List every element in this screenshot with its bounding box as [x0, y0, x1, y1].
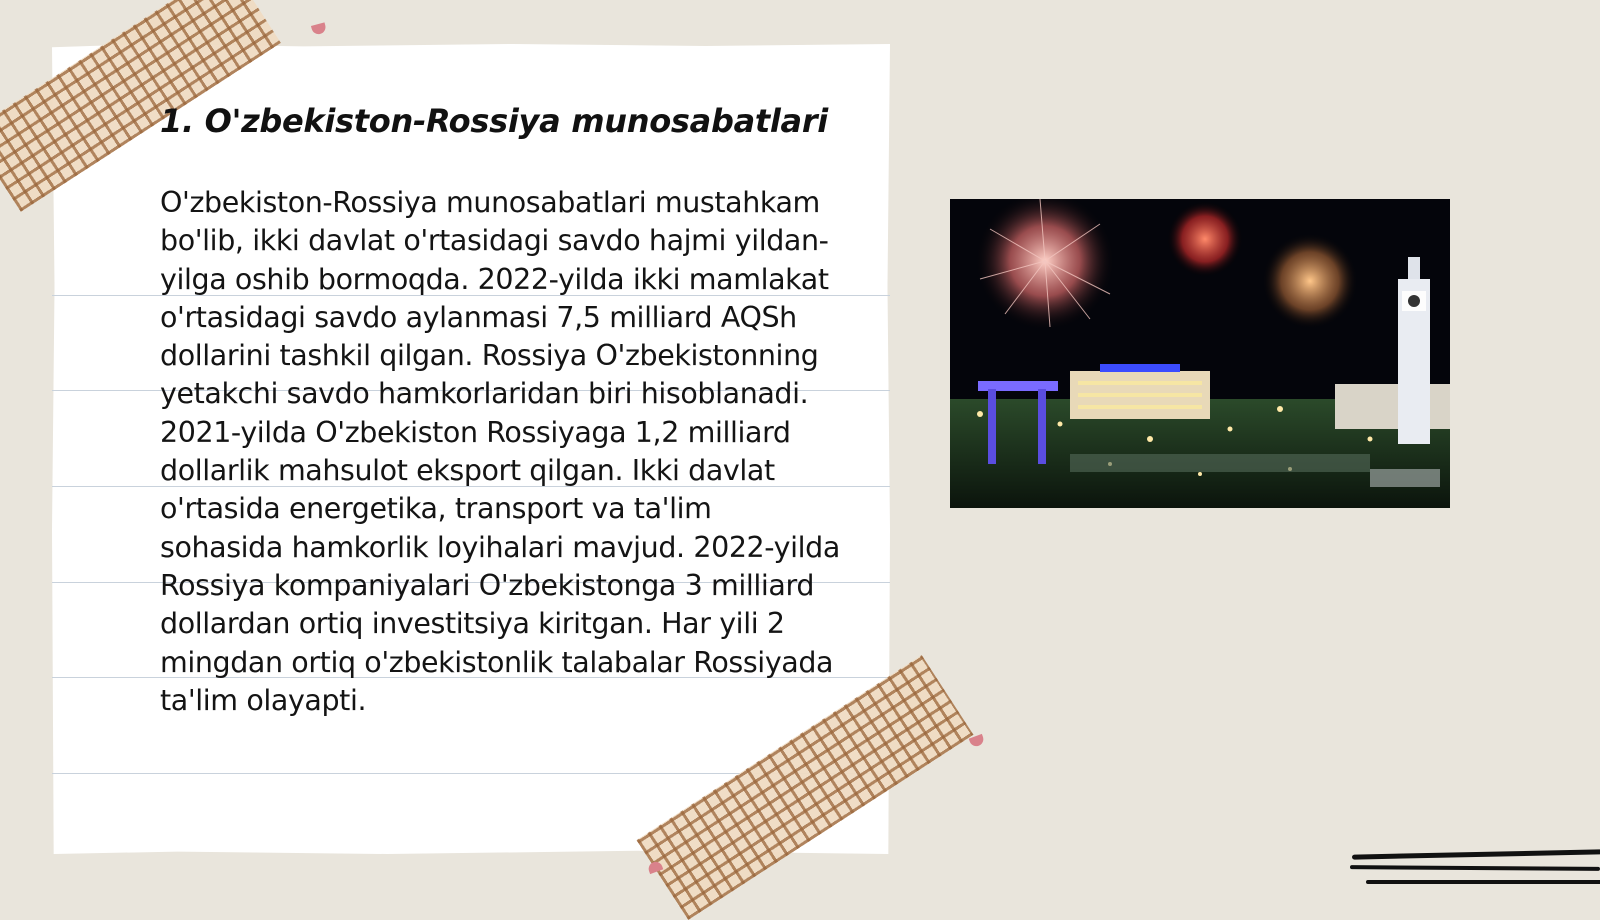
fireworks-city-photo — [950, 199, 1450, 508]
fireworks-city-image — [950, 199, 1450, 508]
brush-stroke-decoration — [1366, 880, 1600, 884]
brush-stroke-decoration — [1350, 865, 1600, 871]
tape-corner-mark — [311, 22, 327, 35]
slide-body-text: O'zbekiston-Rossiya munosabatlari mustahkam bo'lib, ikki davlat o'rtasidagi savdo hajmi yildan-yilga oshib bormoqda. 2022-yilda ikki mamlakat o'rtasidagi savdo aylanmasi 7,5 milliard AQSh dollarini tashkil qilgan. Rossiya O'zbekistonning yetakchi savdo hamkorlaridan biri hisoblanadi. 2021-yilda O'zbekiston Rossiyaga 1,2 milliard dollarlik mahsulot eksport qilgan. Ikki davlat o'rtasida energetika, transport va ta'lim sohasida hamkorlik loyihalari mavjud. 2022-yilda Rossiya kompaniyalari O'zbekistonga 3 milliard dollardan ortiq investitsiya kiritgan. Har yili 2 mingdan ortiq o'zbekistonlik talabalar Rossiyada ta'lim olayapti. — [160, 186, 840, 717]
slide-title: 1. O'zbekiston-Rossiya munosabatlari — [160, 102, 828, 140]
brush-stroke-decoration — [1352, 849, 1600, 859]
